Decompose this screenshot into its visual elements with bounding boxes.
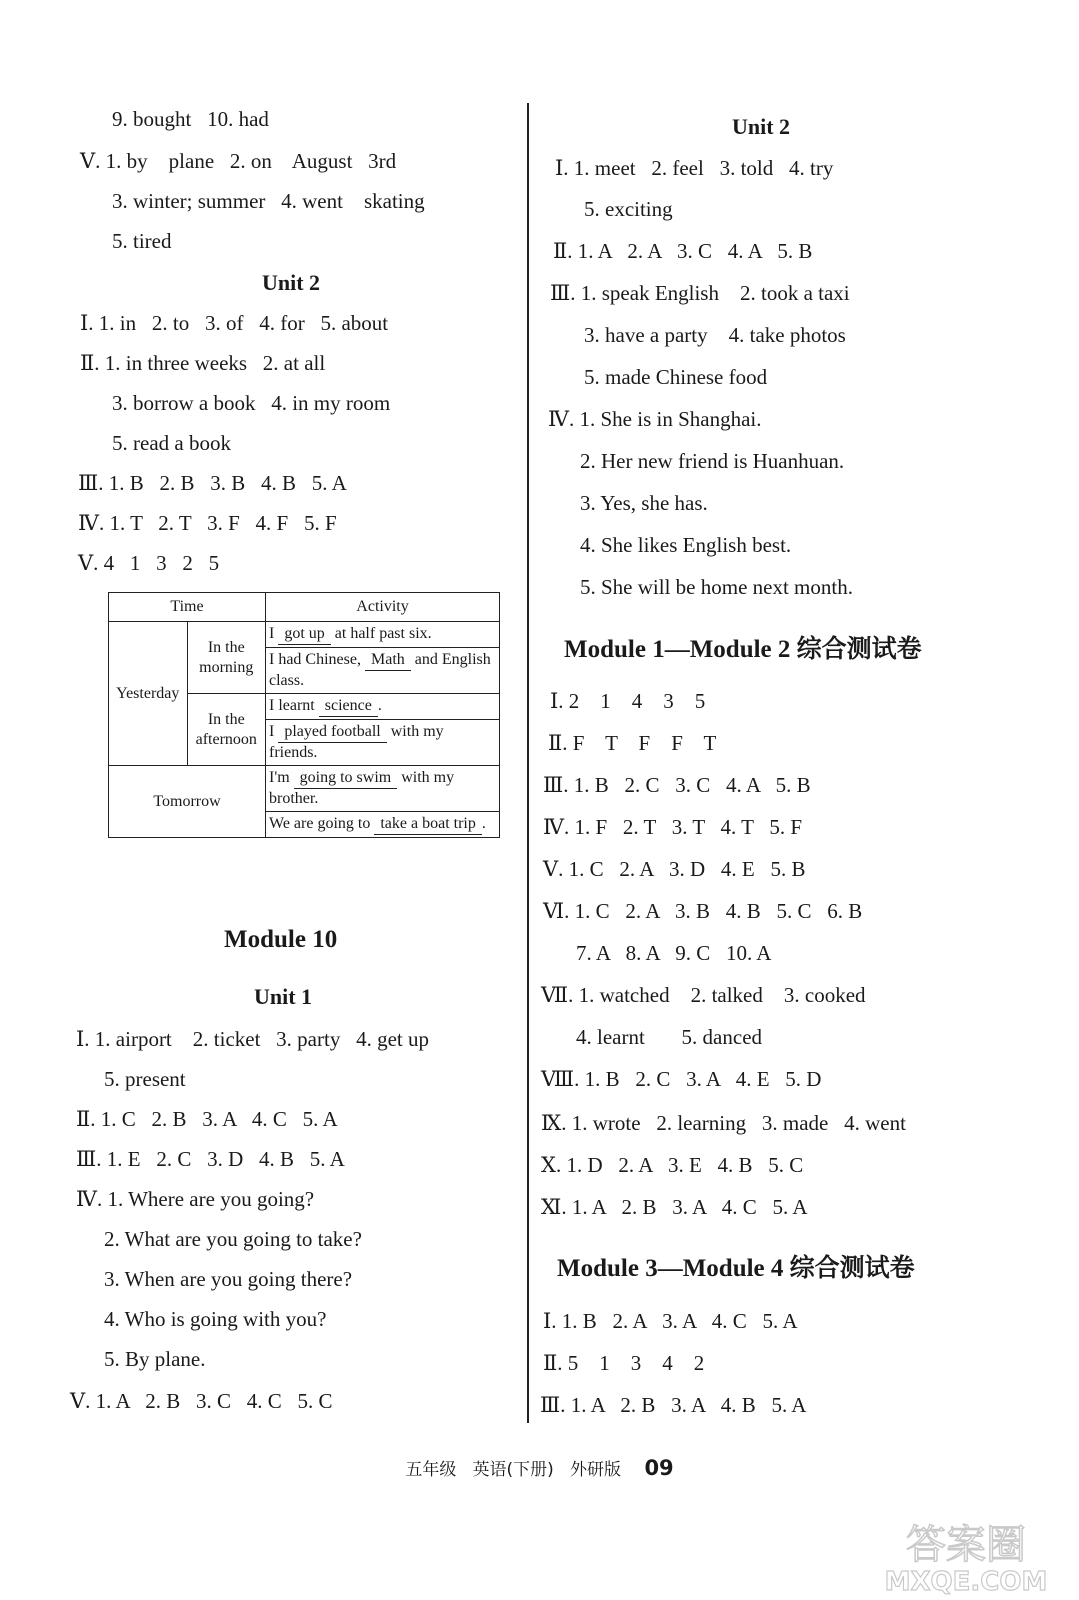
- table-header-activity: Activity: [266, 593, 500, 622]
- answer-line: Ⅺ. 1. A 2. B 3. A 4. C 5. A: [541, 1195, 808, 1219]
- cell-yesterday: Yesterday: [109, 622, 188, 766]
- answer-line: Ⅲ. 1. B 2. C 3. C 4. A 5. B: [543, 773, 811, 797]
- cell-morning: In the morning: [187, 622, 266, 694]
- answer-blank: Math: [365, 650, 411, 671]
- answer-blank: got up: [278, 624, 330, 645]
- answer-line: Ⅳ. 1. Where are you going?: [76, 1187, 315, 1211]
- watermark-text: 答案圈: [906, 1522, 1026, 1568]
- answer-line: 5. She will be home next month.: [580, 575, 853, 599]
- table-row: I'm going to swim with my brother.: [266, 766, 500, 812]
- answer-line: Ⅴ. 4 1 3 2 5: [78, 551, 220, 575]
- answer-line: 3. winter; summer 4. went skating: [112, 189, 425, 213]
- answer-line: Ⅵ. 1. C 2. A 3. B 4. B 5. C 6. B: [543, 899, 863, 923]
- answer-line: Ⅱ. 1. A 2. A 3. C 4. A 5. B: [553, 239, 813, 263]
- answer-line: Ⅲ. 1. A 2. B 3. A 4. B 5. A: [540, 1393, 807, 1417]
- answer-line: Ⅱ. F T F F T: [548, 731, 717, 755]
- answer-line: 2. Her new friend is Huanhuan.: [580, 449, 845, 473]
- answer-line: 5. made Chinese food: [584, 365, 768, 389]
- answer-line: 3. Yes, she has.: [580, 491, 708, 515]
- answer-line: Ⅳ. 1. She is in Shanghai.: [548, 407, 762, 431]
- answer-line: Ⅱ. 5 1 3 4 2: [543, 1351, 705, 1375]
- answer-line: Ⅲ. 1. E 2. C 3. D 4. B 5. A: [76, 1147, 345, 1171]
- answer-line: 5. read a book: [112, 431, 231, 455]
- footer-subject: 英语(下册): [472, 1460, 554, 1480]
- answer-line: Ⅶ. 1. watched 2. talked 3. cooked: [541, 983, 866, 1007]
- table-row: We are going to take a boat trip .: [266, 812, 500, 838]
- answer-line: Ⅰ. 1. B 2. A 3. A 4. C 5. A: [543, 1309, 798, 1333]
- table-row: I played football with my friends.: [266, 720, 500, 766]
- answer-line: 3. borrow a book 4. in my room: [112, 391, 391, 415]
- table-row: I had Chinese, Math and English class.: [266, 648, 500, 694]
- answer-line: Ⅳ. 1. T 2. T 3. F 4. F 5. F: [78, 511, 337, 535]
- test1-heading: Module 1—Module 2 综合测试卷: [564, 636, 922, 663]
- answer-line: 4. Who is going with you?: [104, 1307, 327, 1331]
- answer-line: 3. When are you going there?: [104, 1267, 353, 1291]
- answer-line: Ⅸ. 1. wrote 2. learning 3. made 4. went: [541, 1111, 906, 1135]
- page-footer: [0, 1455, 1079, 1480]
- answer-line: Ⅴ. 1. C 2. A 3. D 4. E 5. B: [543, 857, 806, 881]
- answer-line: Ⅹ. 1. D 2. A 3. E 4. B 5. C: [541, 1153, 804, 1177]
- answer-line: Ⅴ. 1. by plane 2. on August 3rd: [80, 149, 397, 173]
- answer-line: Ⅱ. 1. in three weeks 2. at all: [80, 351, 326, 375]
- answer-blank: science: [319, 696, 378, 717]
- answer-line: Ⅴ. 1. A 2. B 3. C 4. C 5. C: [70, 1389, 333, 1413]
- test2-heading: Module 3—Module 4 综合测试卷: [557, 1255, 915, 1282]
- answer-line: Ⅲ. 1. B 2. B 3. B 4. B 5. A: [78, 471, 347, 495]
- table-row: I learnt science .: [266, 694, 500, 720]
- answer-line: 9. bought 10. had: [112, 107, 269, 131]
- answer-line: Ⅲ. 1. speak English 2. took a taxi: [550, 281, 850, 305]
- answer-line: 3. have a party 4. take photos: [584, 323, 846, 347]
- answer-line: Ⅰ. 1. airport 2. ticket 3. party 4. get up: [76, 1027, 429, 1051]
- answer-line: 5. tired: [112, 229, 172, 253]
- answer-line: 4. learnt 5. danced: [576, 1025, 763, 1049]
- answer-line: Ⅰ. 1. in 2. to 3. of 4. for 5. about: [80, 311, 389, 335]
- footer-edition: 外研版: [570, 1460, 622, 1480]
- answer-blank: going to swim: [294, 768, 398, 789]
- cell-afternoon: In the afternoon: [187, 694, 266, 766]
- answer-blank: take a boat trip: [374, 814, 482, 835]
- table-row: I got up at half past six.: [266, 622, 500, 648]
- answer-line: 5. exciting: [584, 197, 673, 221]
- cell-tomorrow: Tomorrow: [109, 766, 266, 838]
- footer-grade: 五年级: [405, 1460, 457, 1480]
- answer-line: 5. By plane.: [104, 1347, 206, 1371]
- answer-line: 7. A 8. A 9. C 10. A: [576, 941, 772, 965]
- answer-line: Ⅰ. 2 1 4 3 5: [550, 689, 706, 713]
- module10-heading: Module 10: [224, 926, 338, 953]
- answer-blank: played football: [278, 722, 386, 743]
- answer-line: Ⅳ. 1. F 2. T 3. T 4. T 5. F: [543, 815, 803, 839]
- answer-line: 2. What are you going to take?: [104, 1227, 362, 1251]
- watermark-logo: [861, 1516, 1071, 1596]
- activity-table: [108, 592, 500, 838]
- unit1-heading: Unit 1: [254, 984, 313, 1009]
- unit2-heading-left: Unit 2: [262, 270, 321, 295]
- watermark-domain: MXQE.COM: [884, 1567, 1048, 1596]
- table-header-time: Time: [109, 593, 266, 622]
- answer-line: Ⅷ. 1. B 2. C 3. A 4. E 5. D: [541, 1067, 822, 1091]
- column-divider: [527, 103, 529, 1423]
- unit2-heading-right: Unit 2: [732, 114, 791, 139]
- answer-line: 5. present: [104, 1067, 186, 1091]
- page-number: 09: [644, 1456, 674, 1480]
- answer-line: Ⅰ. 1. meet 2. feel 3. told 4. try: [555, 156, 834, 180]
- answer-line: Ⅱ. 1. C 2. B 3. A 4. C 5. A: [76, 1107, 338, 1131]
- answer-line: 4. She likes English best.: [580, 533, 792, 557]
